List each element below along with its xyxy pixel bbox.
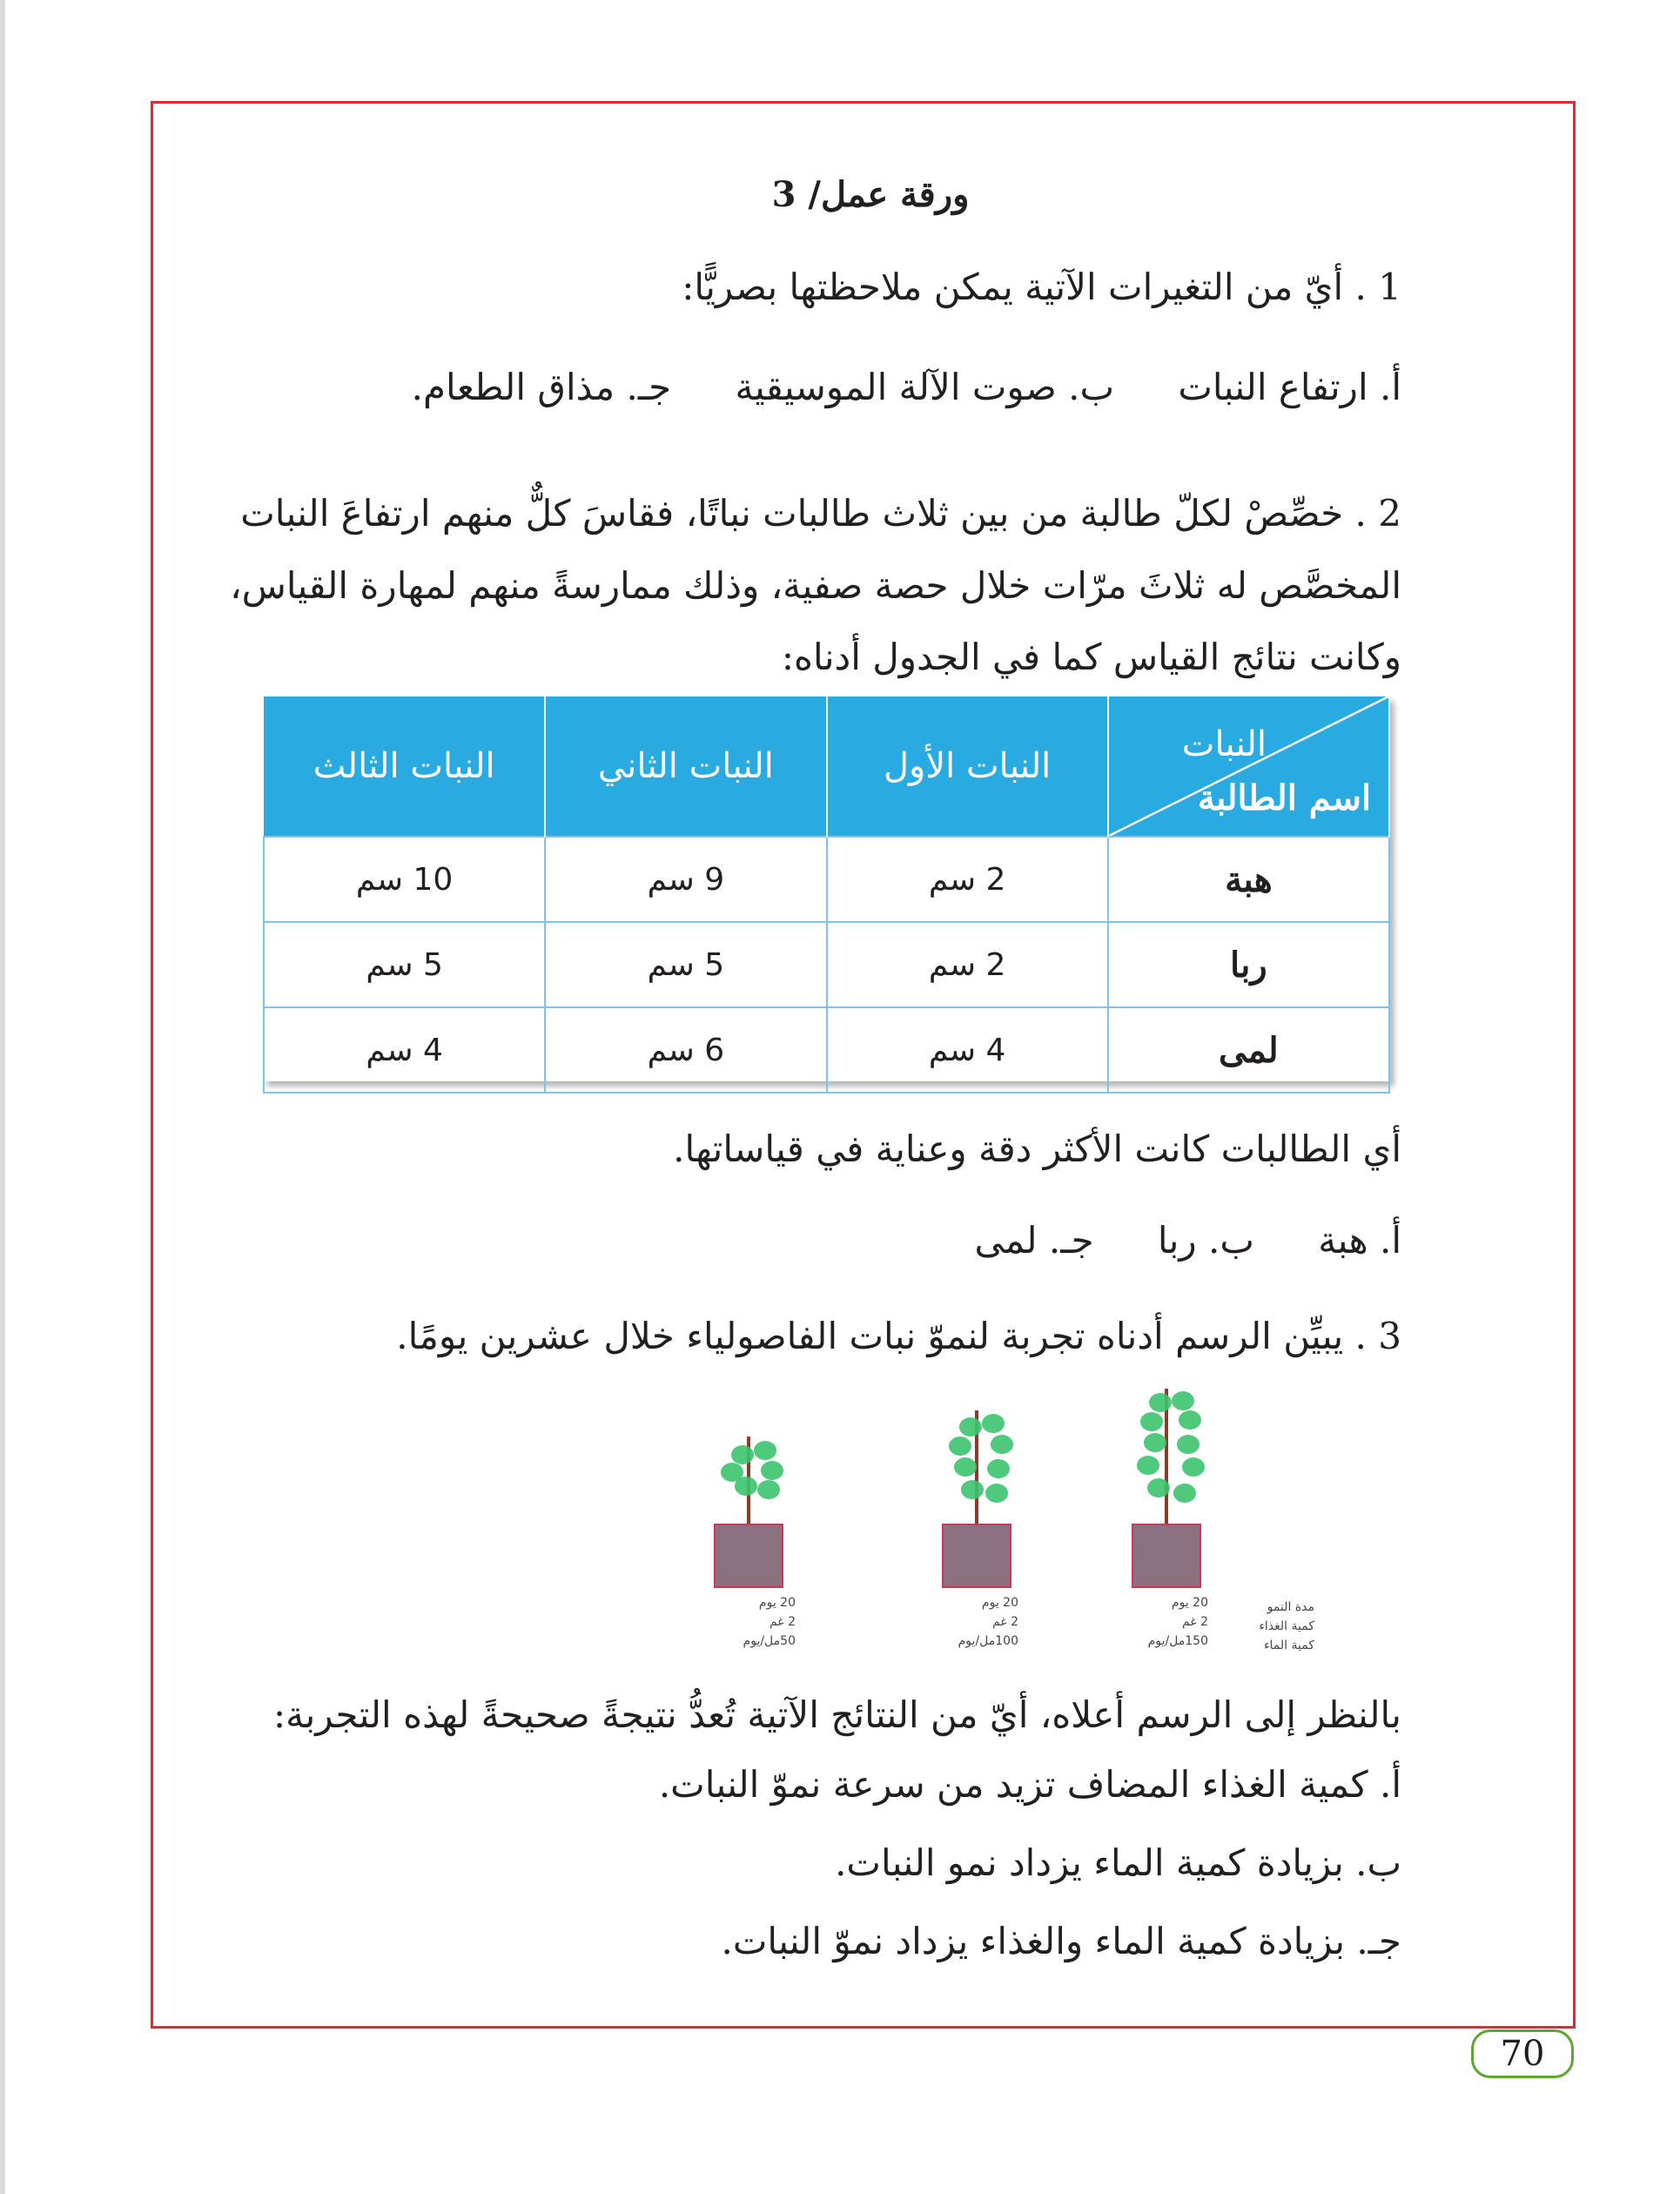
table-cell: 4 سم	[827, 1007, 1108, 1093]
plant-50ml-labels: 20 يوم 2 غم 50مل/يوم	[743, 1596, 796, 1648]
question-3: 3 . يبيِّن الرسم أدناه تجربة لنموّ نبات الفاصولياء خلال عشرين يومًا.	[396, 1315, 1401, 1357]
header-plant-2: النبات الثاني	[545, 697, 826, 837]
q3-option-c: جـ. بزيادة كمية الماء والغذاء يزداد نموّ النبات.	[721, 1920, 1401, 1962]
q2-option-a: أ. هبة	[1318, 1219, 1401, 1262]
table-row	[264, 1007, 1389, 1093]
table-cell: 10 سم	[264, 837, 545, 922]
table-cell: 2 سم	[827, 922, 1108, 1007]
table-cell: 2 سم	[827, 837, 1108, 922]
measurement-table	[263, 697, 1390, 1081]
growth-legend: مدة النمو كمية الغذاء كمية الماء	[1259, 1600, 1314, 1652]
corner-label-plant: النبات	[1181, 724, 1267, 764]
table-row	[264, 837, 1389, 922]
question-2-line-2: المخصَّص له ثلاثَ مرّات خلال حصة صفية، وذلك ممارسةً منهم لمهارة القياس،	[230, 564, 1401, 607]
q1-option-b: ب. صوت الآلة الموسيقية	[735, 366, 1115, 408]
page-number: 70	[1471, 2029, 1574, 2078]
q1-option-a: أ. ارتفاع النبات	[1178, 366, 1401, 408]
question-1: 1 . أيّ من التغيرات الآتية يمكن ملاحظتها بصريًّا:	[682, 266, 1401, 308]
table-cell: 5 سم	[264, 922, 545, 1007]
header-plant-1: النبات الأول	[827, 697, 1108, 837]
q1-option-c: جـ. مذاق الطعام.	[411, 366, 672, 408]
header-plant-3: النبات الثالث	[264, 697, 545, 837]
plant-100ml-labels: 20 يوم 2 غم 100مل/يوم	[958, 1596, 1018, 1648]
q2-option-b: ب. ربا	[1157, 1219, 1254, 1262]
question-2-line-1: 2 . خصِّصْ لكلّ طالبة من بين ثلاث طالبات نباتًا، فقاسَ كلٌّ منهم ارتفاعَ النبات	[240, 492, 1401, 535]
plant-150ml-labels: 20 يوم 2 غم 150مل/يوم	[1147, 1596, 1208, 1648]
table-corner-header	[1108, 697, 1389, 837]
question-2-prompt: أي الطالبات كانت الأكثر دقة وعناية في قياساتها.	[673, 1127, 1401, 1170]
q2-option-c: جـ. لمى	[974, 1219, 1094, 1262]
corner-label-student: اسم الطالبة	[1197, 777, 1371, 818]
table-cell: 4 سم	[264, 1007, 545, 1093]
student-name: ربا	[1108, 922, 1389, 1007]
table-cell: 9 سم	[545, 837, 826, 922]
bean-growth-illustration	[714, 1393, 1410, 1654]
worksheet-title: ورقة عمل/ 3	[771, 174, 970, 215]
table-row	[264, 922, 1389, 1007]
student-name: هبة	[1108, 837, 1389, 922]
question-2-line-3: وكانت نتائج القياس كما في الجدول أدناه:	[781, 636, 1401, 678]
student-name: لمى	[1108, 1007, 1389, 1093]
question-3-prompt: بالنظر إلى الرسم أعلاه، أيّ من النتائج الآتية تُعدُّ نتيجةً صحيحةً لهذه التجربة:	[272, 1693, 1401, 1736]
q3-option-a: أ. كمية الغذاء المضاف تزيد من سرعة نموّ النبات.	[658, 1763, 1401, 1806]
question-2-options	[974, 1219, 1401, 1262]
table-cell: 5 سم	[545, 922, 826, 1007]
question-1-options	[412, 366, 1401, 408]
q3-option-b: ب. بزيادة كمية الماء يزداد نمو النبات.	[835, 1841, 1401, 1884]
page-spine	[0, 0, 5, 2194]
table-cell: 6 سم	[545, 1007, 826, 1093]
